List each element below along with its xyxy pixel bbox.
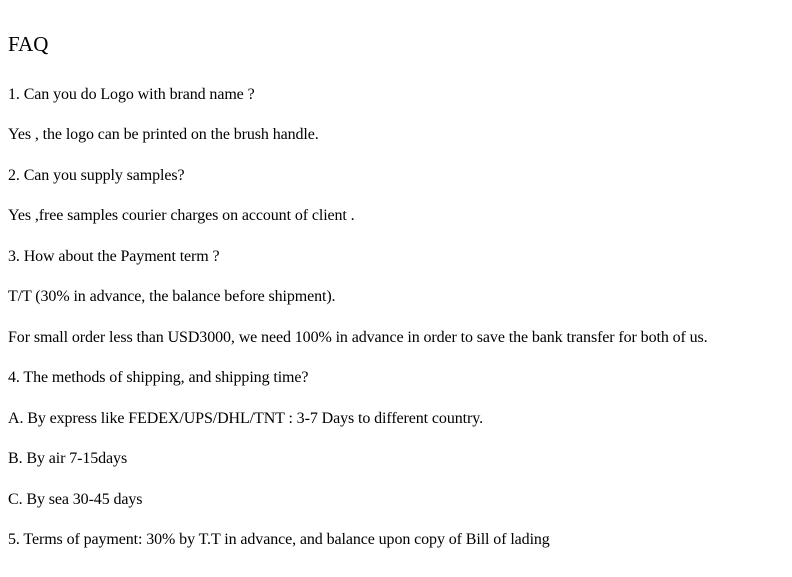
faq-question-4: 4. The methods of shipping, and shipping time? — [8, 369, 309, 386]
faq-answer-4-air: B. By air 7-15days — [8, 450, 128, 467]
faq-question-1: 1. Can you do Logo with brand name ? — [8, 86, 255, 103]
page-title: FAQ — [8, 32, 49, 56]
faq-answer-4-sea: C. By sea 30-45 days — [8, 491, 143, 508]
faq-answer-3-line-2: For small order less than USD3000, we need 100% in advance in order to save the bank transfer for both of us. — [8, 329, 708, 346]
faq-question-3: 3. How about the Payment term ? — [8, 248, 220, 265]
faq-answer-1: Yes , the logo can be printed on the brush handle. — [8, 126, 319, 143]
faq-question-5: 5. Terms of payment: 30% by T.T in advance, and balance upon copy of Bill of lading — [8, 531, 550, 548]
faq-answer-4-express: A. By express like FEDEX/UPS/DHL/TNT : 3-7 Days to different country. — [8, 410, 483, 427]
faq-answer-3-line-1: T/T (30% in advance, the balance before shipment). — [8, 288, 336, 305]
faq-answer-2: Yes ,free samples courier charges on account of client . — [8, 207, 355, 224]
faq-question-2: 2. Can you supply samples? — [8, 167, 185, 184]
